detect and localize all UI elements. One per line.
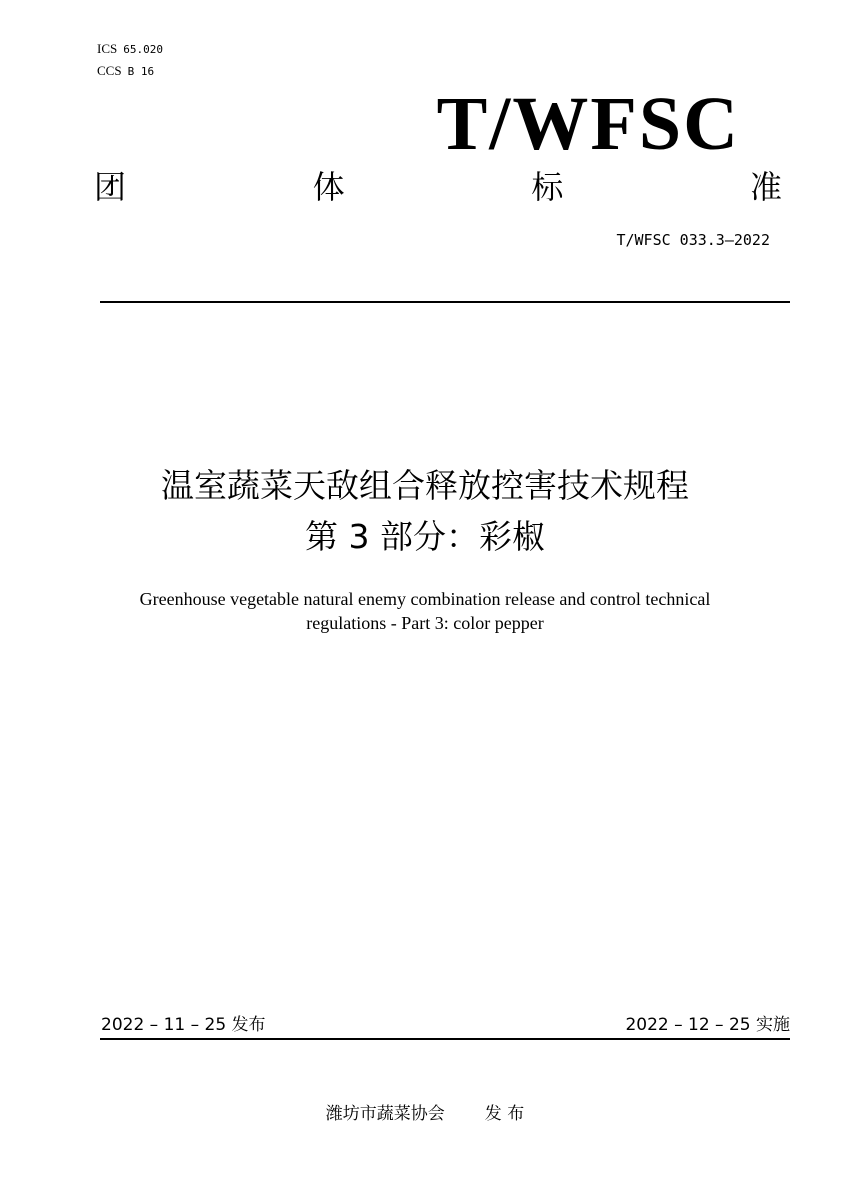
title-cn-line1: 温室蔬菜天敌组合释放控害技术规程: [161, 466, 689, 505]
ics-label: ICS: [97, 41, 118, 56]
title-cn-line2: 第 3 部分：彩椒: [305, 517, 545, 556]
title-en-line1: Greenhouse vegetable natural enemy combination release and control technical: [139, 589, 711, 609]
standard-type: [94, 163, 782, 207]
standard-logo: T/WFSC: [436, 82, 740, 166]
ccs-code: B 16: [127, 65, 155, 78]
issuer: [0, 1099, 850, 1124]
issuer-action: 发 布: [484, 1104, 525, 1124]
ics-classification: [97, 42, 163, 57]
footer-divider: [100, 1038, 790, 1040]
implement-date: 2022 – 12 – 25 实施: [625, 1015, 790, 1035]
ics-code: 65.020: [123, 43, 163, 56]
standard-number: T/WFSC 033.3—2022: [616, 231, 770, 249]
standard-type-char-3: 标: [531, 168, 564, 206]
header-divider: [100, 301, 790, 303]
publish-date: 2022 – 11 – 25 发布: [101, 1015, 266, 1035]
standard-type-char-4: 准: [749, 168, 782, 206]
ccs-label: CCS: [97, 63, 122, 78]
issuer-name: 潍坊市蔬菜协会: [325, 1104, 445, 1124]
ccs-classification: [97, 64, 154, 79]
title-en-line2: regulations - Part 3: color pepper: [306, 613, 544, 633]
standard-type-char-1: 团: [94, 168, 127, 206]
standard-type-char-2: 体: [312, 168, 345, 206]
